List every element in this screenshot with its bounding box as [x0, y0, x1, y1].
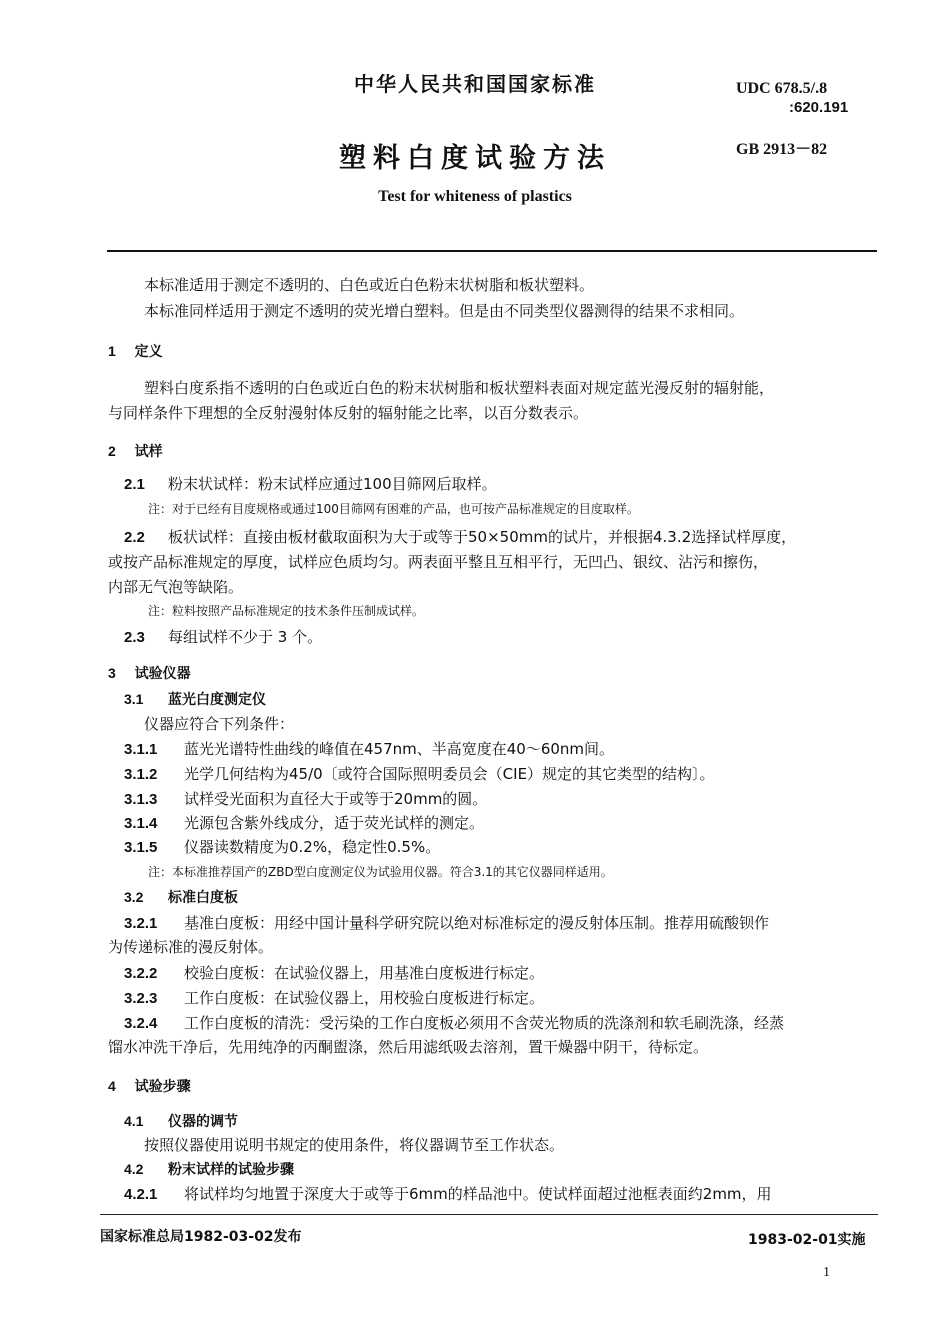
note-2-1: 注：对于已经有目度规格或通过100目筛网有困难的产品，也可按产品标准规定的目度取样。 [148, 502, 639, 516]
intro-paragraph-2: 本标准同样适用于测定不透明的荧光增白塑料。但是由不同类型仪器测得的结果不求相同。 [144, 302, 745, 320]
clause-text: 工作白度板的清洗：受污染的工作白度板必须用不含荧光物质的洗涤剂和软毛刷洗涤，经蒸 [184, 1014, 785, 1032]
clause-number: 3.2.1 [124, 915, 158, 932]
clause-text: 光源包含紫外线成分，适于荧光试样的测定。 [184, 814, 485, 832]
clause-number: 4.2.1 [124, 1186, 158, 1203]
clause-text: 仪器读数精度为0.2%，稳定性0.5%。 [184, 838, 441, 856]
clause-number: 4.1 [124, 1113, 144, 1129]
clause-3-2-2 [124, 962, 544, 983]
clause-number: 2.3 [124, 629, 145, 646]
intro-paragraph-1: 本标准适用于测定不透明的、白色或近白色粉末状树脂和板状塑料。 [144, 276, 595, 294]
clause-number: 4.2 [124, 1161, 144, 1177]
issue-date: 国家标准总局1982-03-02发布 [100, 1229, 302, 1245]
section-number: 1 [108, 343, 116, 359]
clause-3-1-1 [124, 738, 614, 759]
clause-number: 2.1 [124, 476, 145, 493]
udc-code-line2: :620.191 [789, 99, 849, 116]
footer-divider [100, 1214, 878, 1215]
clause-text: 试样受光面积为直径大于或等于20mm的圆。 [184, 790, 488, 808]
clause-2-1 [124, 473, 497, 494]
clause-text: 将试样均匀地置于深度大于或等于6mm的样品池中。使试样面超过池框表面约2mm，用 [184, 1185, 772, 1203]
clause-4-1-text: 按照仪器使用说明书规定的使用条件，将仪器调节至工作状态。 [144, 1136, 565, 1154]
effective-date: 1983-02-01实施 [748, 1232, 866, 1248]
clause-4-1-heading [124, 1111, 238, 1131]
note-2-2: 注：粒料按照产品标准规定的技术条件压制成试样。 [148, 604, 425, 618]
clause-number: 3.1.4 [124, 815, 158, 832]
clause-number: 3.1.5 [124, 839, 158, 856]
clause-3-1-3 [124, 788, 487, 809]
clause-3-1-2 [124, 763, 715, 784]
document-title-english: Test for whiteness of plastics [378, 188, 572, 205]
clause-3-1-4 [124, 812, 484, 833]
clause-3-1-heading [124, 689, 266, 709]
standard-name: 中华人民共和国国家标准 [354, 72, 596, 96]
clause-2-2 [124, 526, 796, 547]
section-title: 定义 [134, 344, 163, 360]
section-number: 3 [108, 665, 116, 681]
clause-2-2-line-3: 内部无气泡等缺陷。 [108, 578, 244, 596]
clause-3-1-intro: 仪器应符合下列条件： [144, 715, 295, 733]
clause-4-2-1 [124, 1183, 772, 1204]
clause-text: 板状试样：直接由板材截取面积为大于或等于50×50mm的试片，并根据4.3.2选择试样厚度， [168, 528, 797, 546]
clause-number: 2.2 [124, 529, 145, 546]
clause-3-2-4 [124, 1012, 784, 1033]
clause-3-2-heading [124, 887, 238, 907]
clause-2-3 [124, 626, 322, 647]
section-number: 2 [108, 443, 116, 459]
clause-3-2-4-line-2: 馏水冲洗干净后，先用纯净的丙酮盥涤，然后用滤纸吸去溶剂，置干燥器中阴干，待标定。 [108, 1038, 709, 1056]
clause-text: 工作白度板：在试验仪器上，用校验白度板进行标定。 [184, 989, 545, 1007]
definition-line-2: 与同样条件下理想的全反射漫射体反射的辐射能之比率，以百分数表示。 [108, 404, 589, 422]
clause-title: 粉末试样的试验步骤 [168, 1162, 294, 1178]
section-2-heading [108, 441, 163, 461]
definition-line-1: 塑料白度系指不透明的白色或近白色的粉末状树脂和板状塑料表面对规定蓝光漫反射的辐射能， [144, 379, 775, 397]
clause-title: 仪器的调节 [168, 1114, 238, 1130]
clause-title: 蓝光白度测定仪 [168, 692, 266, 708]
section-1-heading [108, 341, 163, 361]
clause-2-2-line-2: 或按产品标准规定的厚度，试样应色质均匀。两表面平整且互相平行，无凹凸、银纹、沾污和擦伤， [108, 553, 769, 571]
clause-3-2-3 [124, 987, 544, 1008]
clause-4-2-heading [124, 1159, 294, 1179]
clause-number: 3.2.4 [124, 1015, 158, 1032]
clause-text: 粉末状试样：粉末试样应通过100目筛网后取样。 [168, 475, 497, 493]
clause-3-1-5 [124, 836, 440, 857]
section-title: 试验仪器 [134, 666, 191, 682]
section-3-heading [108, 663, 191, 683]
section-4-heading [108, 1076, 191, 1096]
section-number: 4 [108, 1078, 116, 1094]
clause-number: 3.1.1 [124, 741, 158, 758]
clause-number: 3.1.3 [124, 791, 158, 808]
udc-code: UDC 678.5/.8 [736, 80, 828, 97]
header-divider [107, 250, 877, 252]
clause-text: 蓝光光谱特性曲线的峰值在457nm、半高宽度在40～60nm间。 [184, 740, 615, 758]
clause-number: 3.2.2 [124, 965, 158, 982]
note-3-1: 注：本标准推荐国产的ZBD型白度测定仪为试验用仪器。符合3.1的其它仪器同样适用。 [148, 865, 613, 879]
clause-number: 3.1.2 [124, 766, 158, 783]
page-number: 1 [823, 1265, 830, 1280]
clause-3-2-1-line-2: 为传递标准的漫反射体。 [108, 938, 274, 956]
clause-text: 每组试样不少于 3 个。 [168, 628, 323, 646]
clause-number: 3.2 [124, 889, 144, 905]
clause-title: 标准白度板 [168, 890, 238, 906]
clause-text: 基准白度板：用经中国计量科学研究院以绝对标准标定的漫反射体压制。推荐用硫酸钡作 [184, 914, 770, 932]
clause-number: 3.2.3 [124, 990, 158, 1007]
section-title: 试验步骤 [134, 1079, 191, 1095]
clause-text: 光学几何结构为45/0〔或符合国际照明委员会（CIE）规定的其它类型的结构〕。 [184, 765, 715, 783]
section-title: 试样 [134, 444, 163, 460]
document-title: 塑料白度试验方法 [339, 143, 611, 174]
clause-number: 3.1 [124, 691, 144, 707]
clause-text: 校验白度板：在试验仪器上，用基准白度板进行标定。 [184, 964, 545, 982]
gb-code: GB 2913－82 [736, 141, 828, 158]
clause-3-2-1 [124, 912, 769, 933]
